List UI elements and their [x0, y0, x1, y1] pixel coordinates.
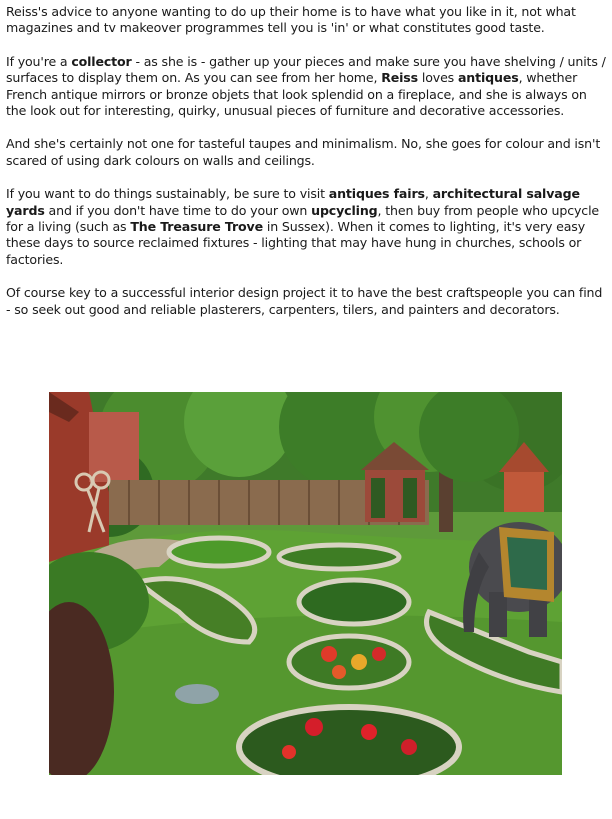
text: loves — [418, 70, 458, 86]
text: If you want to do things sustainably, be sure to visit — [6, 186, 329, 202]
garden-illustration — [49, 392, 562, 775]
text: - as she is - gather up your pieces and make sure you have shelving / units / surfaces to display them on. As you can see from her home, — [6, 53, 606, 86]
text: in Sussex). When it comes to lighting, it's very easy these days to source reclaimed fixtures - lighting that may have hung in churches, schools or factories. — [6, 219, 586, 267]
text: , then buy from people who upcycle for a living (such as — [6, 202, 600, 235]
article-body — [6, 4, 606, 335]
garden-photo — [49, 392, 562, 775]
paragraph-4 — [6, 186, 606, 268]
bold-upcycling: upcycling — [311, 202, 378, 218]
text: And she's certainly not one for tasteful taupes and minimalism. No, she goes for colour and isn't scared of using dark colours on walls and ceilings. — [6, 136, 601, 168]
text: Reiss's advice to anyone wanting to do up their home is to have what you like in it, not what magazines and tv makeover programmes tell you is 'in' or what constitutes good taste. — [6, 4, 576, 36]
text: , whether French antique mirrors or bronze objets that look splendid on a fireplace, and she is always on the look out for interesting, quirky, unusual pieces of furniture and decorative accessories. — [6, 70, 587, 119]
bold-reiss: Reiss — [381, 70, 419, 86]
text: and if you don't have time to do your own — [44, 202, 312, 218]
bold-treasure-trove: The Treasure Trove — [130, 219, 263, 235]
paragraph-1 — [6, 4, 606, 37]
bold-collector: collector — [71, 53, 132, 69]
paragraph-5 — [6, 285, 606, 318]
paragraph-3 — [6, 136, 606, 169]
paragraph-2 — [6, 54, 606, 120]
text: , — [424, 186, 433, 202]
text: If you're a — [6, 53, 72, 69]
bold-antiques-fairs: antiques fairs — [328, 186, 425, 202]
bold-antiques: antiques — [457, 70, 519, 86]
text: Of course key to a successful interior design project it to have the best craftspeople you can find - so seek out good and reliable plasterers, carpenters, tilers, and painters and decorators. — [6, 285, 603, 317]
bold-salvage-yards: architectural salvage yards — [6, 186, 580, 218]
